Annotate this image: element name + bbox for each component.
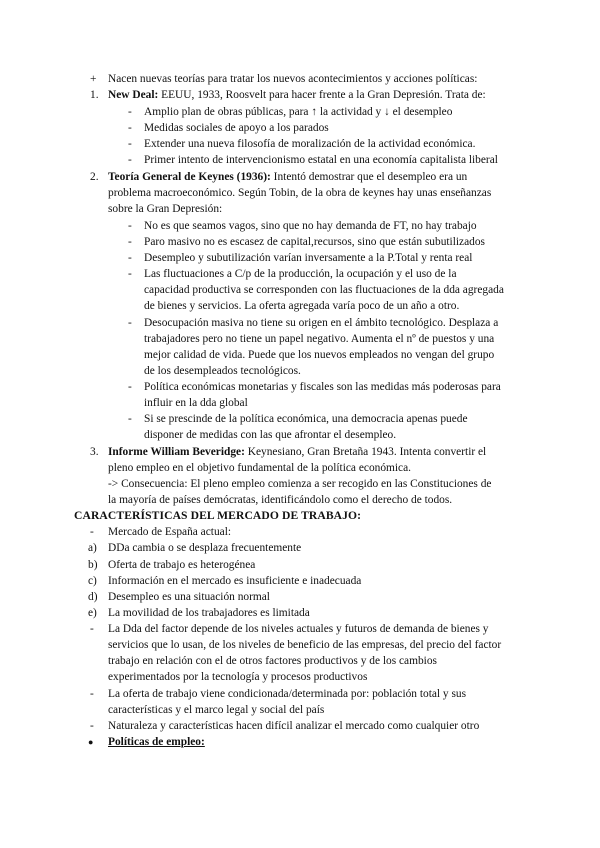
list-item: Si se prescinde de la política económica, una democracia apenas puede <box>144 413 468 425</box>
section-heading: CARACTERÍSTICAS DEL MERCADO DE TRABAJO: <box>74 509 362 522</box>
item-number: 1. <box>90 89 99 101</box>
dash-bullet: - <box>128 317 132 329</box>
list-item: Medidas sociales de apoyo a los parados <box>144 122 329 134</box>
beveridge-desc: Keynesiano, Gran Bretaña 1943. Intenta convertir el <box>244 446 487 458</box>
list-item-cont: experimentados por la tecnología y procesos productivos <box>108 671 368 683</box>
list-item: La movilidad de los trabajadores es limitada <box>108 607 310 619</box>
list-item: Las fluctuaciones a C/p de la producción, la ocupación y el uso de la <box>144 268 457 280</box>
dash-bullet: - <box>128 381 132 393</box>
letter-marker: a) <box>88 542 97 554</box>
list-item-cont: trabajadores pero no tiene un papel negativo. Aumenta el nº de puestos y una <box>144 333 495 345</box>
dash-bullet: - <box>90 526 94 538</box>
list-item-cont: trabajo en relación con el de otros factores productivos y de los cambios <box>108 655 437 667</box>
intro-text: Nacen nuevas teorías para tratar los nuevos acontecimientos y acciones políticas: <box>108 73 478 85</box>
list-item: Desempleo es una situación normal <box>108 591 270 603</box>
letter-marker: e) <box>88 607 97 619</box>
list-item: Naturaleza y características hacen difícil analizar el mercado como cualquier otro <box>108 720 480 732</box>
letter-marker: d) <box>88 591 98 603</box>
dash-bullet: - <box>128 413 132 425</box>
list-item: Desempleo y subutilización varían inversamente a la P.Total y renta real <box>144 252 473 264</box>
consequence-line: -> Consecuencia: El pleno empleo comienza a ser recogido en las Constituciones de <box>108 478 492 490</box>
list-item-cont: de los desempleados tecnológicos. <box>144 365 301 377</box>
list-item-cont: de bienes y servicios. La oferta agregada varía poco de un año a otro. <box>144 300 460 312</box>
item-number: 2. <box>90 171 99 183</box>
keynes-title: Teoría General de Keynes (1936): <box>108 171 271 183</box>
dash-bullet: - <box>128 106 132 118</box>
beveridge-heading <box>108 444 486 460</box>
dash-bullet: - <box>90 688 94 700</box>
beveridge-line: pleno empleo en el objetivo fundamental de la política económica. <box>108 462 412 474</box>
list-item: Primer intento de intervencionismo estatal en una economía capitalista liberal <box>144 154 498 166</box>
dash-bullet: - <box>128 138 132 150</box>
list-item: La Dda del factor depende de los niveles actuales y futuros de demanda de bienes y <box>108 623 489 635</box>
letter-marker: c) <box>88 575 97 587</box>
list-item: Política económicas monetarias y fiscales son las medidas más poderosas para <box>144 381 501 393</box>
dash-bullet: - <box>128 154 132 166</box>
list-item: Desocupación masiva no tiene su origen en el ámbito tecnológico. Desplaza a <box>144 317 499 329</box>
list-item-cont: influir en la dda global <box>144 397 248 409</box>
list-item: DDa cambia o se desplaza frecuentemente <box>108 542 302 554</box>
item-number: 3. <box>90 446 99 458</box>
policies-title: Políticas de empleo: <box>108 736 205 748</box>
dash-bullet: - <box>90 623 94 635</box>
new-deal-desc: EEUU, 1933, Roosvelt para hacer frente a la Gran Depresión. Trata de: <box>158 89 486 101</box>
keynes-desc-line: sobre la Gran Depresión: <box>108 203 223 215</box>
dash-bullet: - <box>128 122 132 134</box>
new-deal-heading <box>108 87 486 103</box>
dash-bullet: - <box>128 236 132 248</box>
list-item: No es que seamos vagos, sino que no hay demanda de FT, no hay trabajo <box>144 220 477 232</box>
beveridge-title: Informe William Beveridge: <box>108 446 245 458</box>
consequence-line: la mayoría de países demócratas, identificándolo como el derecho de todos. <box>108 494 453 506</box>
list-item-cont: servicios que lo usan, de los niveles de beneficio de las empresas, del precio del factor <box>108 639 502 651</box>
dash-bullet: - <box>128 268 132 280</box>
list-item: Paro masivo no es escasez de capital,recursos, sino que están subutilizados <box>144 236 485 248</box>
list-item: Oferta de trabajo es heterogénea <box>108 559 256 571</box>
list-item-cont: mejor calidad de vida. Puede que los nuevos empleados no vengan del grupo <box>144 349 495 361</box>
letter-marker: b) <box>88 559 98 571</box>
keynes-desc: Intentó demostrar que el desempleo era un <box>270 171 468 183</box>
list-item-cont: disponer de medidas con las que afrontar el desempleo. <box>144 429 397 441</box>
list-item-cont: características y el marco legal y social del país <box>108 704 325 716</box>
new-deal-title: New Deal: <box>108 89 159 101</box>
dash-bullet: - <box>128 220 132 232</box>
market-intro: Mercado de España actual: <box>108 526 232 538</box>
dash-bullet: - <box>128 252 132 264</box>
list-item: La oferta de trabajo viene condicionada/determinada por: población total y sus <box>108 688 467 700</box>
keynes-heading <box>108 169 467 185</box>
list-item: Información en el mercado es insuficiente e inadecuada <box>108 575 362 587</box>
round-bullet: ● <box>88 737 94 747</box>
keynes-desc-line: problema macroeconómico. Según Tobin, de la obra de keynes hay unas enseñanzas <box>108 187 492 199</box>
dash-bullet: - <box>90 720 94 732</box>
policies-heading <box>108 734 205 750</box>
plus-bullet: + <box>90 73 97 85</box>
list-item-cont: capacidad productiva se corresponden con las fluctuaciones de la dda agregada <box>144 284 504 296</box>
list-item: Amplio plan de obras públicas, para ↑ la actividad y ↓ el desempleo <box>144 106 453 118</box>
list-item: Extender una nueva filosofía de moralización de la actividad económica. <box>144 138 476 150</box>
